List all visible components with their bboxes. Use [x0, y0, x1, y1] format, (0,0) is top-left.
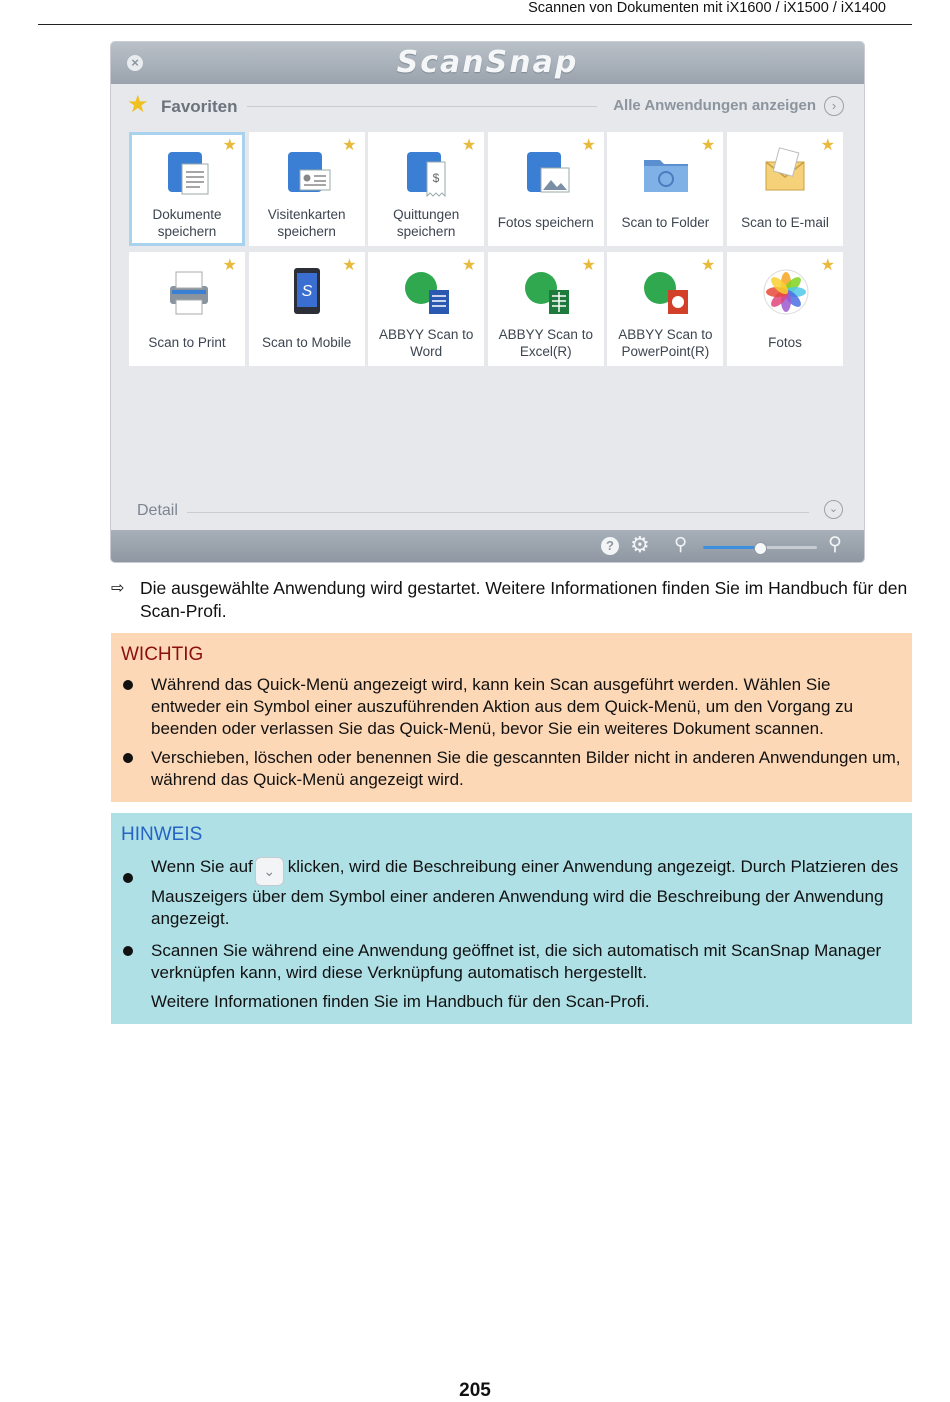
app-tile-label — [370, 326, 482, 360]
app-tile-label — [729, 214, 841, 231]
favorites-title: Favoriten — [161, 97, 238, 116]
app-tile[interactable] — [368, 252, 484, 366]
chevron-right-icon[interactable]: › — [824, 96, 844, 116]
scan-receipt-icon — [401, 146, 453, 198]
important-box — [111, 633, 912, 802]
scan-card-icon — [282, 146, 334, 198]
svg-text:S: S — [301, 283, 312, 300]
app-tile-label — [251, 206, 363, 240]
star-icon: ★ — [127, 91, 149, 118]
result-text: Die ausgewählte Anwendung wird gestartet. Weitere Informationen finden Sie im Handbuch für den Scan-Profi. — [140, 578, 908, 621]
app-tile-label — [131, 206, 243, 240]
app-tile-label-line: speichern — [277, 224, 336, 239]
app-tile-label-line: Visitenkarten — [267, 207, 346, 222]
abbyy-word-icon — [401, 266, 453, 318]
app-tile-label-line: speichern — [396, 224, 456, 239]
star-icon[interactable]: ★ — [222, 137, 237, 154]
page-number: 205 — [459, 1380, 491, 1401]
scan-doc-icon — [162, 146, 214, 198]
app-tile-label — [609, 214, 721, 231]
star-icon[interactable]: ★ — [820, 137, 835, 154]
note-item-text: klicken, wird die Beschreibung einer Anwendung angezeigt. Durch Platzieren des Mauszeigers über dem Symbol einer anderen Anwendung wird die Beschreibung der Anwendung angezeigt. — [151, 857, 899, 928]
app-tile[interactable] — [488, 132, 604, 246]
app-tile-label-line: PowerPoint(R) — [621, 344, 710, 359]
app-tile[interactable] — [129, 132, 245, 246]
svg-text:$: $ — [432, 171, 440, 185]
detail-label: Detail — [137, 502, 178, 519]
help-icon[interactable]: ? — [601, 537, 619, 555]
app-tile-label-line: ABBYY Scan to — [498, 327, 593, 342]
star-icon[interactable]: ★ — [701, 257, 716, 274]
app-tile[interactable] — [488, 252, 604, 366]
app-tile-label-line: ABBYY Scan to — [379, 327, 474, 342]
zoom-out-icon[interactable]: ⚲ — [674, 534, 688, 554]
star-icon[interactable]: ★ — [701, 137, 716, 154]
app-tile[interactable] — [607, 132, 723, 246]
zoom-slider[interactable] — [703, 546, 817, 549]
show-all-apps-link[interactable]: Alle Anwendungen anzeigen — [613, 97, 816, 114]
chevron-down-icon[interactable]: ⌄ — [824, 500, 843, 519]
window-titlebar — [111, 42, 864, 84]
scansnap-quick-menu-window — [111, 42, 864, 562]
chevron-down-icon: ⌄ — [255, 857, 284, 886]
app-tile[interactable] — [129, 252, 245, 366]
note-title: HINWEIS — [121, 824, 203, 845]
app-tile-label-line: Dokumente — [152, 207, 222, 222]
divider — [247, 106, 597, 107]
important-title: WICHTIG — [121, 644, 204, 665]
star-icon[interactable]: ★ — [581, 257, 596, 274]
app-tile-label-line: Fotos — [768, 335, 802, 350]
app-tile[interactable] — [249, 252, 365, 366]
app-tile[interactable] — [249, 132, 365, 246]
abbyy-excel-icon — [521, 266, 573, 318]
note-item-text: Wenn Sie auf — [151, 857, 253, 876]
star-icon[interactable]: ★ — [222, 257, 237, 274]
header-title: Scannen von Dokumenten mit iX1600 / iX1500 / iX1400 — [528, 0, 886, 16]
close-icon[interactable]: × — [127, 55, 143, 71]
bullet-icon — [123, 680, 133, 690]
app-tile-label — [729, 334, 841, 351]
page-header — [38, 0, 912, 25]
app-tile[interactable] — [727, 252, 843, 366]
mobile-icon — [282, 266, 334, 318]
note-item: Scannen Sie während eine Anwendung geöffnet ist, die sich automatisch mit ScanSnap Manager verknüpfen kann, wird diese Verknüpfung automatisch hergestellt. — [151, 941, 882, 982]
app-tile-label-line: Scan to E-mail — [741, 215, 829, 230]
zoom-slider-knob[interactable] — [754, 542, 767, 555]
bottom-toolbar — [111, 530, 864, 562]
app-tile-label — [609, 326, 721, 360]
zoom-slider-fill — [703, 546, 760, 549]
star-icon[interactable]: ★ — [820, 257, 835, 274]
note-item-extra: Weitere Informationen finden Sie im Handbuch für den Scan-Profi. — [151, 992, 650, 1011]
app-tile-label-line: ABBYY Scan to — [618, 327, 713, 342]
app-tile-label-line: Quittungen — [393, 207, 460, 222]
app-tile-label — [490, 326, 602, 360]
favorites-header — [111, 84, 864, 128]
app-tile-label-line: Scan to Print — [148, 335, 226, 350]
arrow-right-icon: ⇨ — [111, 580, 125, 597]
scan-photo-icon — [521, 146, 573, 198]
star-icon[interactable]: ★ — [461, 257, 477, 274]
app-tile-label-line: speichern — [157, 224, 217, 239]
app-tile-label-line: Fotos speichern — [497, 215, 594, 230]
divider — [187, 512, 809, 513]
abbyy-powerpoint-icon — [640, 266, 692, 318]
star-icon[interactable]: ★ — [342, 137, 357, 154]
star-icon[interactable]: ★ — [461, 137, 477, 154]
app-tile[interactable] — [368, 132, 484, 246]
email-icon — [760, 146, 812, 198]
photos-app-icon — [760, 266, 812, 318]
bullet-icon — [123, 753, 133, 763]
bullet-icon — [123, 873, 133, 883]
app-tile-label-line: Scan to Mobile — [261, 335, 352, 350]
app-tile[interactable] — [727, 132, 843, 246]
star-icon[interactable]: ★ — [581, 137, 596, 154]
important-item: Verschieben, löschen oder benennen Sie die gescannten Bilder nicht in anderen Anwendungen um, während das Quick-Menü angezeigt wird. — [151, 748, 901, 789]
scansnap-logo: ScanSnap — [396, 45, 579, 80]
app-tile-label-line: Excel(R) — [519, 344, 572, 359]
app-tile-label — [490, 214, 602, 231]
folder-icon — [640, 146, 692, 198]
note-item — [151, 856, 903, 930]
app-tile[interactable] — [607, 252, 723, 366]
note-box — [111, 813, 912, 1024]
app-tile-label — [131, 334, 243, 351]
zoom-in-icon[interactable]: ⚲ — [828, 534, 842, 555]
star-icon[interactable]: ★ — [342, 257, 357, 274]
app-tile-label-line: Word — [410, 344, 443, 359]
bullet-icon — [123, 946, 133, 956]
app-tile-label — [370, 206, 482, 240]
gear-icon[interactable]: ⚙ — [630, 532, 650, 557]
important-item: Während das Quick-Menü angezeigt wird, kann kein Scan ausgeführt werden. Wählen Sie entweder ein Symbol einer auszuführenden Aktion aus dem Quick-Menü, um den Vorgang zu beenden oder verlassen Sie das Quick-Menü, bevor Sie ein weiteres Dokument scannen. — [151, 675, 854, 738]
printer-icon — [162, 266, 214, 318]
app-tile-label-line: Scan to Folder — [621, 215, 710, 230]
app-tile-label — [251, 334, 363, 351]
